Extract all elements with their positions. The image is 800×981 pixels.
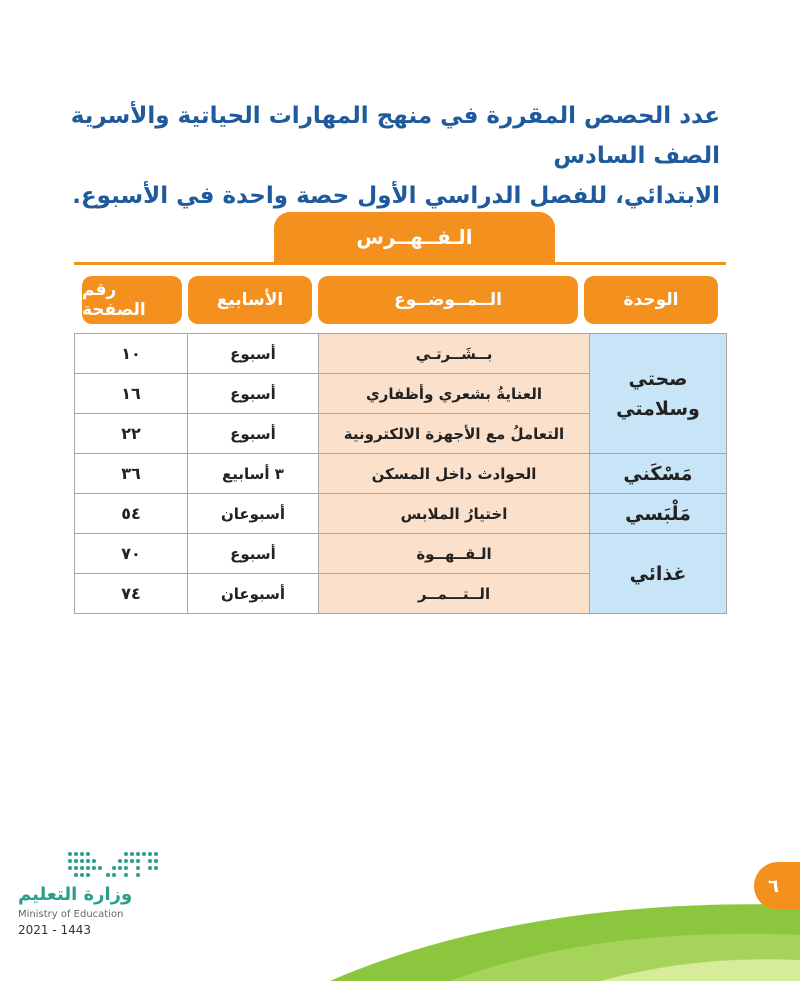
page-cell: ١٠ bbox=[75, 334, 188, 374]
weeks-cell: أسبوع bbox=[188, 374, 319, 414]
weeks-cell: أسبوعان bbox=[188, 574, 319, 614]
weeks-cell: أسبوعان bbox=[188, 494, 319, 534]
page-cell: ١٦ bbox=[75, 374, 188, 414]
page-cell: ٢٢ bbox=[75, 414, 188, 454]
page-number-badge: ٦ bbox=[754, 862, 800, 910]
header-page: رقم الصفحة bbox=[82, 276, 182, 324]
intro-text bbox=[60, 96, 720, 216]
edition-year: 2021 - 1443 bbox=[18, 923, 92, 937]
intro-line-1: عدد الحصص المقررة في منهج المهارات الحياتية والأسرية الصف السادس bbox=[70, 103, 720, 169]
unit-cell bbox=[590, 334, 727, 454]
intro-line-2: الابتدائي، للفصل الدراسي الأول حصة واحدة في الأسبوع. bbox=[72, 183, 720, 209]
table-row bbox=[75, 454, 727, 494]
unit-name: صحتي bbox=[628, 367, 688, 390]
page-cell: ٥٤ bbox=[75, 494, 188, 534]
index-title: الـفــهــرس bbox=[274, 212, 555, 262]
ministry-name-arabic: وزارة التعليم bbox=[18, 884, 133, 905]
index-table bbox=[74, 333, 727, 614]
topic-cell: اختيارُ الملابس bbox=[319, 494, 590, 534]
weeks-cell: ٣ أسابيع bbox=[188, 454, 319, 494]
topic-cell: بــشَــرتـي bbox=[319, 334, 590, 374]
header-unit: الوحدة bbox=[584, 276, 718, 324]
header-topic: الــمــوضــوع bbox=[318, 276, 578, 324]
page-cell: ٣٦ bbox=[75, 454, 188, 494]
topic-cell: الــتـــمــر bbox=[319, 574, 590, 614]
table-row bbox=[75, 334, 727, 374]
ministry-logo-icon bbox=[66, 850, 166, 880]
unit-name: وسلامتي bbox=[616, 397, 700, 420]
unit-cell: مَسْكَني bbox=[590, 454, 727, 494]
weeks-cell: أسبوع bbox=[188, 334, 319, 374]
table-row bbox=[75, 494, 727, 534]
page-cell: ٧٠ bbox=[75, 534, 188, 574]
topic-cell: الـقــهــوة bbox=[319, 534, 590, 574]
ministry-name-english: Ministry of Education bbox=[18, 909, 124, 920]
topic-cell: الحوادث داخل المسكن bbox=[319, 454, 590, 494]
weeks-cell: أسبوع bbox=[188, 414, 319, 454]
weeks-cell: أسبوع bbox=[188, 534, 319, 574]
topic-cell: العنايةُ بشعري وأظفاري bbox=[319, 374, 590, 414]
header-weeks: الأسابيع bbox=[188, 276, 312, 324]
topic-cell: التعاملُ مع الأجهزة الالكترونية bbox=[319, 414, 590, 454]
unit-cell: غذائي bbox=[590, 534, 727, 614]
index-rule bbox=[74, 262, 726, 265]
table-row bbox=[75, 534, 727, 574]
page-cell: ٧٤ bbox=[75, 574, 188, 614]
unit-cell: مَلْبَسي bbox=[590, 494, 727, 534]
